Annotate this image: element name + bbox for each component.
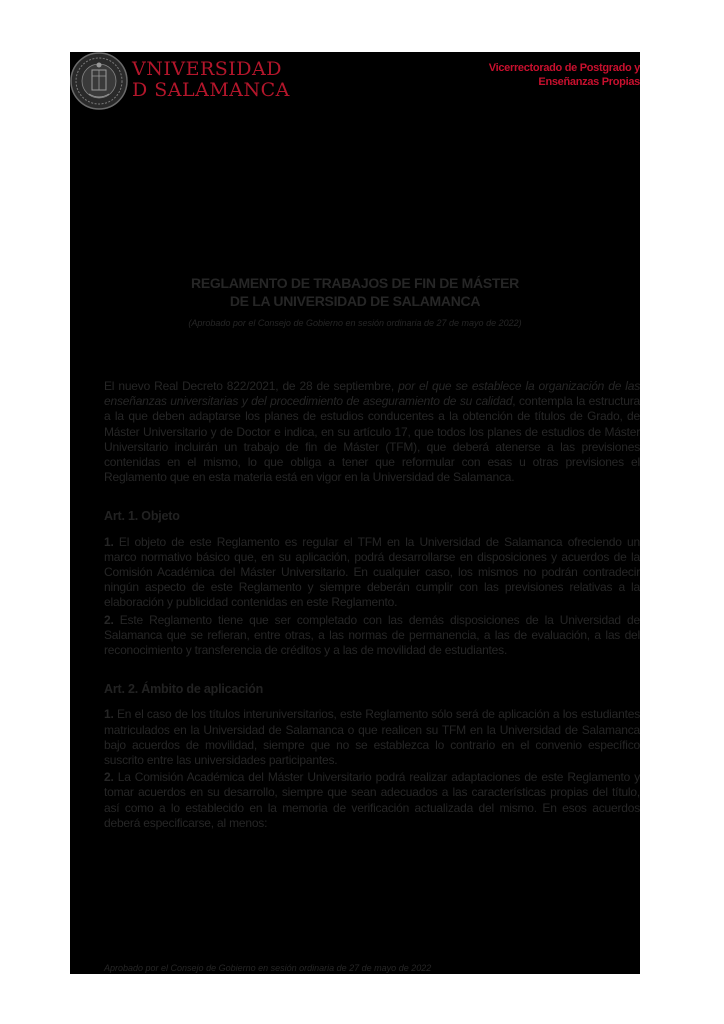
- office-line-2: Enseñanzas Propias: [538, 76, 640, 88]
- logo-line-2: D SALAMANCA: [132, 79, 290, 101]
- logo-line-1: VNIVERSIDAD: [132, 58, 282, 80]
- intro-paragraph: El nuevo Real Decreto 822/2021, de 28 de septiembre, por el que se establece la organización de las enseñanzas universitarias y del procedimiento de aseguramiento de su calidad, contempla la estructura a la que deben adaptarse los planes de estudios conducentes a la obtención de títulos de Grado, de Máster Universitario y de Doctor e indica, en su artículo 17, que todos los planes de estudios de Máster Universitario incluirán un trabajo de fin de Máster (TFM), que deberá atenerse a las previsiones contenidas en el mismo, lo que obliga a tener que reformular con esas u otras previsiones el Reglamento que en esta materia está en vigor en la Universidad de Salamanca.: [104, 379, 640, 485]
- intro-italic: por el que se establece la organización de las enseñanzas universitarias y del procedimiento de aseguramiento de su calidad: [104, 379, 640, 409]
- article-2-paragraph-1: 1. En el caso de los títulos interuniversitarios, este Reglamento sólo será de aplicación a los estudiantes matriculados en la Universidad de Salamanca o que realicen su TFM en la Universidad de Salamanca bajo acuerdos de movilidad, siempre que no se establezca lo contrario en el convenio específico suscrito entre las universidades participantes.: [104, 707, 640, 768]
- document-title-block: [70, 274, 640, 329]
- office-line-1: Vicerrectorado de Postgrado y: [488, 62, 640, 74]
- document-title-line-1: REGLAMENTO DE TRABAJOS DE FIN DE MÁSTER: [191, 275, 519, 291]
- document-page: [70, 52, 640, 974]
- approval-note: (Aprobado por el Consejo de Gobierno en sesión ordinaria de 27 de mayo de 2022): [188, 318, 522, 328]
- office-name: [489, 61, 640, 89]
- article-2-paragraph-2: 2. La Comisión Académica del Máster Universitario podrá realizar adaptaciones de este Reglamento y tomar acuerdos en su desarrollo, siempre que sean adecuados a las características propias del título, así como a lo establecido en la memoria de verificación actualizada del mismo. En esos acuerdos deberá especificarse, al menos:: [104, 770, 640, 830]
- document-title-line-2: DE LA UNIVERSIDAD DE SALAMANCA: [229, 293, 481, 309]
- article-1-paragraph-1: 1. El objeto de este Reglamento es regular el TFM en la Universidad de Salamanca ofreciendo un marco normativo básico que, en su aplicación, podrá desarrollarse en disposiciones y acuerdos de la Comisión Académica del Máster Universitario. En cualquier caso, los mismos no podrán contradecir ningún aspecto de este Reglamento y siempre deberán cumplir con las previsiones relativas a la elaboración y publicidad contenidas en este Reglamento.: [104, 534, 640, 610]
- university-seal-icon: [70, 52, 128, 110]
- document-body: [104, 379, 640, 831]
- university-logo: [70, 52, 290, 112]
- article-1-heading: Art. 1. Objeto: [104, 509, 180, 524]
- article-1-paragraph-2: 2. Este Reglamento tiene que ser completado con las demás disposiciones de la Universidad de Salamanca que se refieran, entre otras, a las normas de permanencia, a las de evaluación, a las del reconocimiento y transferencia de créditos y a las de movilidad de estudiantes.: [104, 612, 640, 658]
- article-2-heading: Art. 2. Ámbito de aplicación: [104, 682, 264, 697]
- page-footer: Aprobado por el Consejo de Gobierno en sesión ordinaria de 27 de mayo de 2022: [104, 963, 432, 973]
